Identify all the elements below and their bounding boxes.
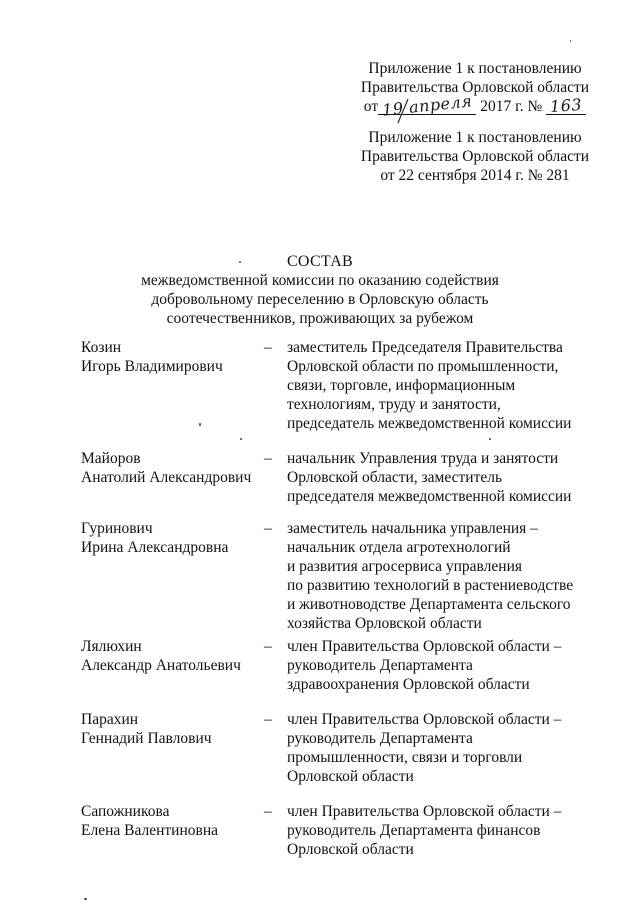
role-line: председателя межведомственной комиссии: [287, 488, 572, 505]
appendix-old-line1: Приложение 1 к постановлению: [368, 129, 582, 146]
member-surname: Козин: [81, 339, 122, 356]
appendix-new-line2: Правительства Орловской области: [360, 79, 590, 96]
handwritten-date: 19 апреля: [381, 91, 474, 120]
role-line: здравоохранения Орловской области: [287, 676, 530, 693]
role-line: хозяйства Орловской области: [287, 615, 482, 632]
member-name: [81, 449, 261, 487]
appendix-header-old: [330, 128, 620, 185]
role-line: технологиям, труду и занятости,: [287, 396, 501, 413]
handwritten-number: 163: [549, 94, 583, 117]
member-dash: –: [264, 638, 272, 655]
member-given-name: Анатолий Александрович: [81, 469, 252, 486]
title-line2: добровольному переселению в Орловскую область: [151, 291, 489, 308]
appendix-old-line3: от 22 сентября 2014 г. № 281: [380, 167, 570, 184]
scan-speck: [239, 261, 241, 263]
member-dash: –: [264, 803, 272, 820]
scan-speck: [489, 438, 491, 440]
appendix-new-date-line: [330, 91, 620, 120]
pen-stroke-mark: [396, 97, 410, 125]
member-gurinovich: [0, 519, 640, 637]
title-line3: соотечественников, проживающих за рубежом: [166, 310, 474, 327]
title-line1: межведомственной комиссии по оказанию содействия: [141, 272, 499, 289]
role-line: Орловской области, заместитель: [287, 469, 503, 486]
role-line: начальник отдела агротехнологий: [287, 539, 511, 556]
commission-members-list: [0, 338, 640, 862]
member-kozin: [0, 338, 640, 449]
appendix-new-line1: Приложение 1 к постановлению: [368, 60, 582, 77]
member-role: [287, 519, 587, 633]
member-surname: Сапожникова: [81, 803, 170, 820]
member-name: [81, 637, 261, 675]
member-dash: –: [264, 339, 272, 356]
member-sapozhnikova: [0, 802, 640, 862]
scan-speck: [199, 423, 201, 426]
role-line: по развитию технологий в растениеводстве: [287, 577, 574, 594]
member-surname: Лялюхин: [81, 638, 142, 655]
scan-speck: [84, 898, 87, 900]
role-line: начальник Управления труда и занятости: [287, 450, 559, 467]
date-year: 2017 г. №: [480, 98, 543, 115]
member-surname: Парахин: [81, 711, 139, 728]
member-given-name: Игорь Владимирович: [81, 358, 223, 375]
document-title: [120, 252, 520, 328]
role-line: Орловской области по промышленности,: [287, 358, 559, 375]
member-given-name: Ирина Александровна: [81, 539, 229, 556]
member-role: [287, 637, 587, 694]
member-given-name: Геннадий Павлович: [81, 730, 212, 747]
role-line: промышленности, связи и торговли: [287, 749, 523, 766]
date-number-field: [546, 94, 586, 117]
member-name: [81, 802, 261, 840]
member-surname: Гуринович: [81, 520, 153, 537]
appendix-old-line2: Правительства Орловской области: [360, 148, 590, 165]
role-line: Орловской области: [287, 768, 414, 785]
role-line: связи, торговле, информационным: [287, 377, 516, 394]
member-surname: Майоров: [81, 450, 141, 467]
role-line: и развития агросервиса управления: [287, 558, 522, 575]
member-dash: –: [264, 520, 272, 537]
scan-speck: [570, 40, 571, 42]
role-line: заместитель начальника управления –: [287, 520, 538, 537]
role-line: председатель межведомственной комиссии: [287, 415, 572, 432]
member-name: [81, 710, 261, 748]
date-day-field: [378, 91, 476, 120]
role-line: член Правительства Орловской области –: [287, 803, 562, 820]
role-line: заместитель Председателя Правительства: [287, 339, 563, 356]
member-role: [287, 338, 587, 433]
role-line: руководитель Департамента финансов: [287, 822, 541, 839]
member-role: [287, 710, 587, 786]
member-lyalyukhin: [0, 637, 640, 710]
role-line: член Правительства Орловской области –: [287, 711, 562, 728]
role-line: руководитель Департамента: [287, 730, 473, 747]
member-role: [287, 802, 587, 859]
member-given-name: Елена Валентиновна: [81, 822, 219, 839]
member-role: [287, 449, 587, 506]
member-name: [81, 338, 261, 376]
role-line: руководитель Департамента: [287, 657, 473, 674]
member-parakhin: [0, 710, 640, 802]
date-prefix: от: [363, 98, 379, 115]
title-main: СОСТАВ: [286, 253, 354, 270]
member-mayorov: [0, 449, 640, 519]
appendix-header-new: [330, 59, 620, 120]
scan-speck: [240, 438, 242, 440]
member-given-name: Александр Анатольевич: [81, 657, 241, 674]
role-line: член Правительства Орловской области –: [287, 638, 562, 655]
role-line: Орловской области: [287, 841, 414, 858]
member-dash: –: [264, 711, 272, 728]
member-name: [81, 519, 261, 557]
member-dash: –: [264, 450, 272, 467]
role-line: и животноводстве Департамента сельского: [287, 596, 571, 613]
